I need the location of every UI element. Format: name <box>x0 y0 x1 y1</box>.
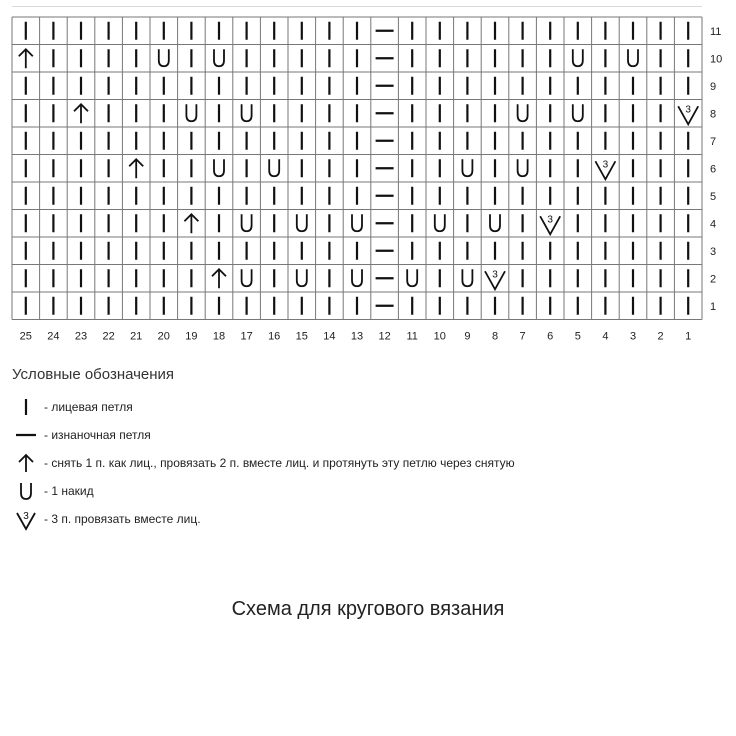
legend <box>12 366 712 533</box>
yarn-over-stitch <box>490 214 500 231</box>
row-number: 1 <box>710 300 717 313</box>
yarn-over-stitch <box>297 214 307 231</box>
slip-decrease-stitch <box>184 214 198 233</box>
yarn-over-stitch <box>242 214 252 231</box>
yarn-over-icon <box>12 478 42 504</box>
column-number: 15 <box>295 330 308 343</box>
yarn-over-stitch <box>352 214 362 231</box>
column-number: 22 <box>102 330 115 343</box>
knit-stitch-icon <box>12 394 42 420</box>
column-number: 12 <box>378 330 391 343</box>
yarn-over-stitch <box>297 269 307 286</box>
row-number: 3 <box>710 245 717 258</box>
column-number: 17 <box>240 330 253 343</box>
arrow-up-icon <box>12 450 42 476</box>
column-number: 10 <box>433 330 446 343</box>
legend-text: - 3 п. провязать вместе лиц. <box>44 512 201 526</box>
slip-decrease-stitch <box>129 159 143 178</box>
column-number: 18 <box>212 330 226 343</box>
column-number: 23 <box>74 330 88 343</box>
legend-item-knit <box>12 393 712 421</box>
column-number: 21 <box>130 330 143 343</box>
three-together-stitch <box>678 104 698 124</box>
yarn-over-stitch <box>269 159 279 176</box>
yarn-over-stitch <box>352 269 362 286</box>
column-number: 2 <box>657 330 664 343</box>
yarn-over-stitch <box>242 104 252 121</box>
yarn-over-stitch <box>159 49 169 66</box>
yarn-over-stitch <box>435 214 445 231</box>
row-number: 10 <box>710 53 723 66</box>
legend-text: - лицевая петля <box>44 400 133 414</box>
three-together-stitch <box>485 269 505 289</box>
slip-decrease-stitch <box>212 269 226 288</box>
knitting-chart <box>0 0 736 350</box>
column-number: 11 <box>406 330 418 343</box>
row-number: 6 <box>710 163 717 176</box>
row-number: 5 <box>710 190 717 203</box>
column-number: 4 <box>602 330 609 343</box>
svg-text:3: 3 <box>23 511 29 522</box>
yarn-over-stitch <box>462 269 472 286</box>
row-number: 4 <box>710 218 717 231</box>
yarn-over-stitch <box>186 104 196 121</box>
chart-caption: Схема для кругового вязания <box>231 598 505 620</box>
svg-text:3: 3 <box>602 159 609 171</box>
svg-text:3: 3 <box>547 214 553 226</box>
yarn-over-stitch <box>242 269 252 286</box>
three-together-stitch <box>595 159 615 179</box>
three-together-stitch <box>540 214 560 234</box>
row-number: 8 <box>710 108 717 121</box>
yarn-over-stitch <box>407 269 417 286</box>
column-number: 3 <box>629 330 637 343</box>
column-number: 8 <box>491 330 499 343</box>
legend-text: - 1 накид <box>44 484 94 498</box>
slip-decrease-stitch <box>74 104 88 123</box>
three-together-icon <box>12 506 42 532</box>
column-number: 13 <box>350 330 364 343</box>
column-number: 1 <box>685 330 692 343</box>
column-number: 5 <box>574 330 581 343</box>
svg-text:3: 3 <box>685 104 691 116</box>
column-number: 19 <box>185 330 198 343</box>
column-number: 14 <box>323 330 336 343</box>
legend-text: - изнаночная петля <box>44 428 151 442</box>
yarn-over-stitch <box>462 159 472 176</box>
column-number: 16 <box>268 330 281 343</box>
yarn-over-stitch <box>214 49 224 66</box>
row-number: 11 <box>710 25 722 38</box>
row-number: 9 <box>710 80 717 93</box>
legend-item-slip-decrease <box>12 449 712 477</box>
legend-item-purl <box>12 421 712 449</box>
column-number: 7 <box>519 330 526 343</box>
slip-decrease-stitch <box>19 49 33 68</box>
yarn-over-stitch <box>518 159 528 176</box>
column-number: 9 <box>464 330 471 343</box>
legend-text: - снять 1 п. как лиц., провязать 2 п. вместе лиц. и протянуть эту петлю через снятую <box>44 456 515 470</box>
legend-item-yarn-over <box>12 477 712 505</box>
column-number: 24 <box>47 330 60 343</box>
column-number: 20 <box>157 330 170 343</box>
yarn-over-stitch <box>628 49 638 66</box>
purl-stitch-icon <box>12 422 42 448</box>
row-number: 7 <box>710 135 717 148</box>
svg-text:3: 3 <box>492 269 498 281</box>
legend-item-three-together <box>12 505 712 533</box>
yarn-over-stitch <box>518 104 528 121</box>
yarn-over-stitch <box>573 49 583 66</box>
row-number: 2 <box>710 273 717 286</box>
legend-title: Условные обозначения <box>12 366 175 383</box>
column-number: 25 <box>19 330 32 343</box>
yarn-over-stitch <box>573 104 583 121</box>
yarn-over-stitch <box>214 159 224 176</box>
column-number: 6 <box>547 330 554 343</box>
